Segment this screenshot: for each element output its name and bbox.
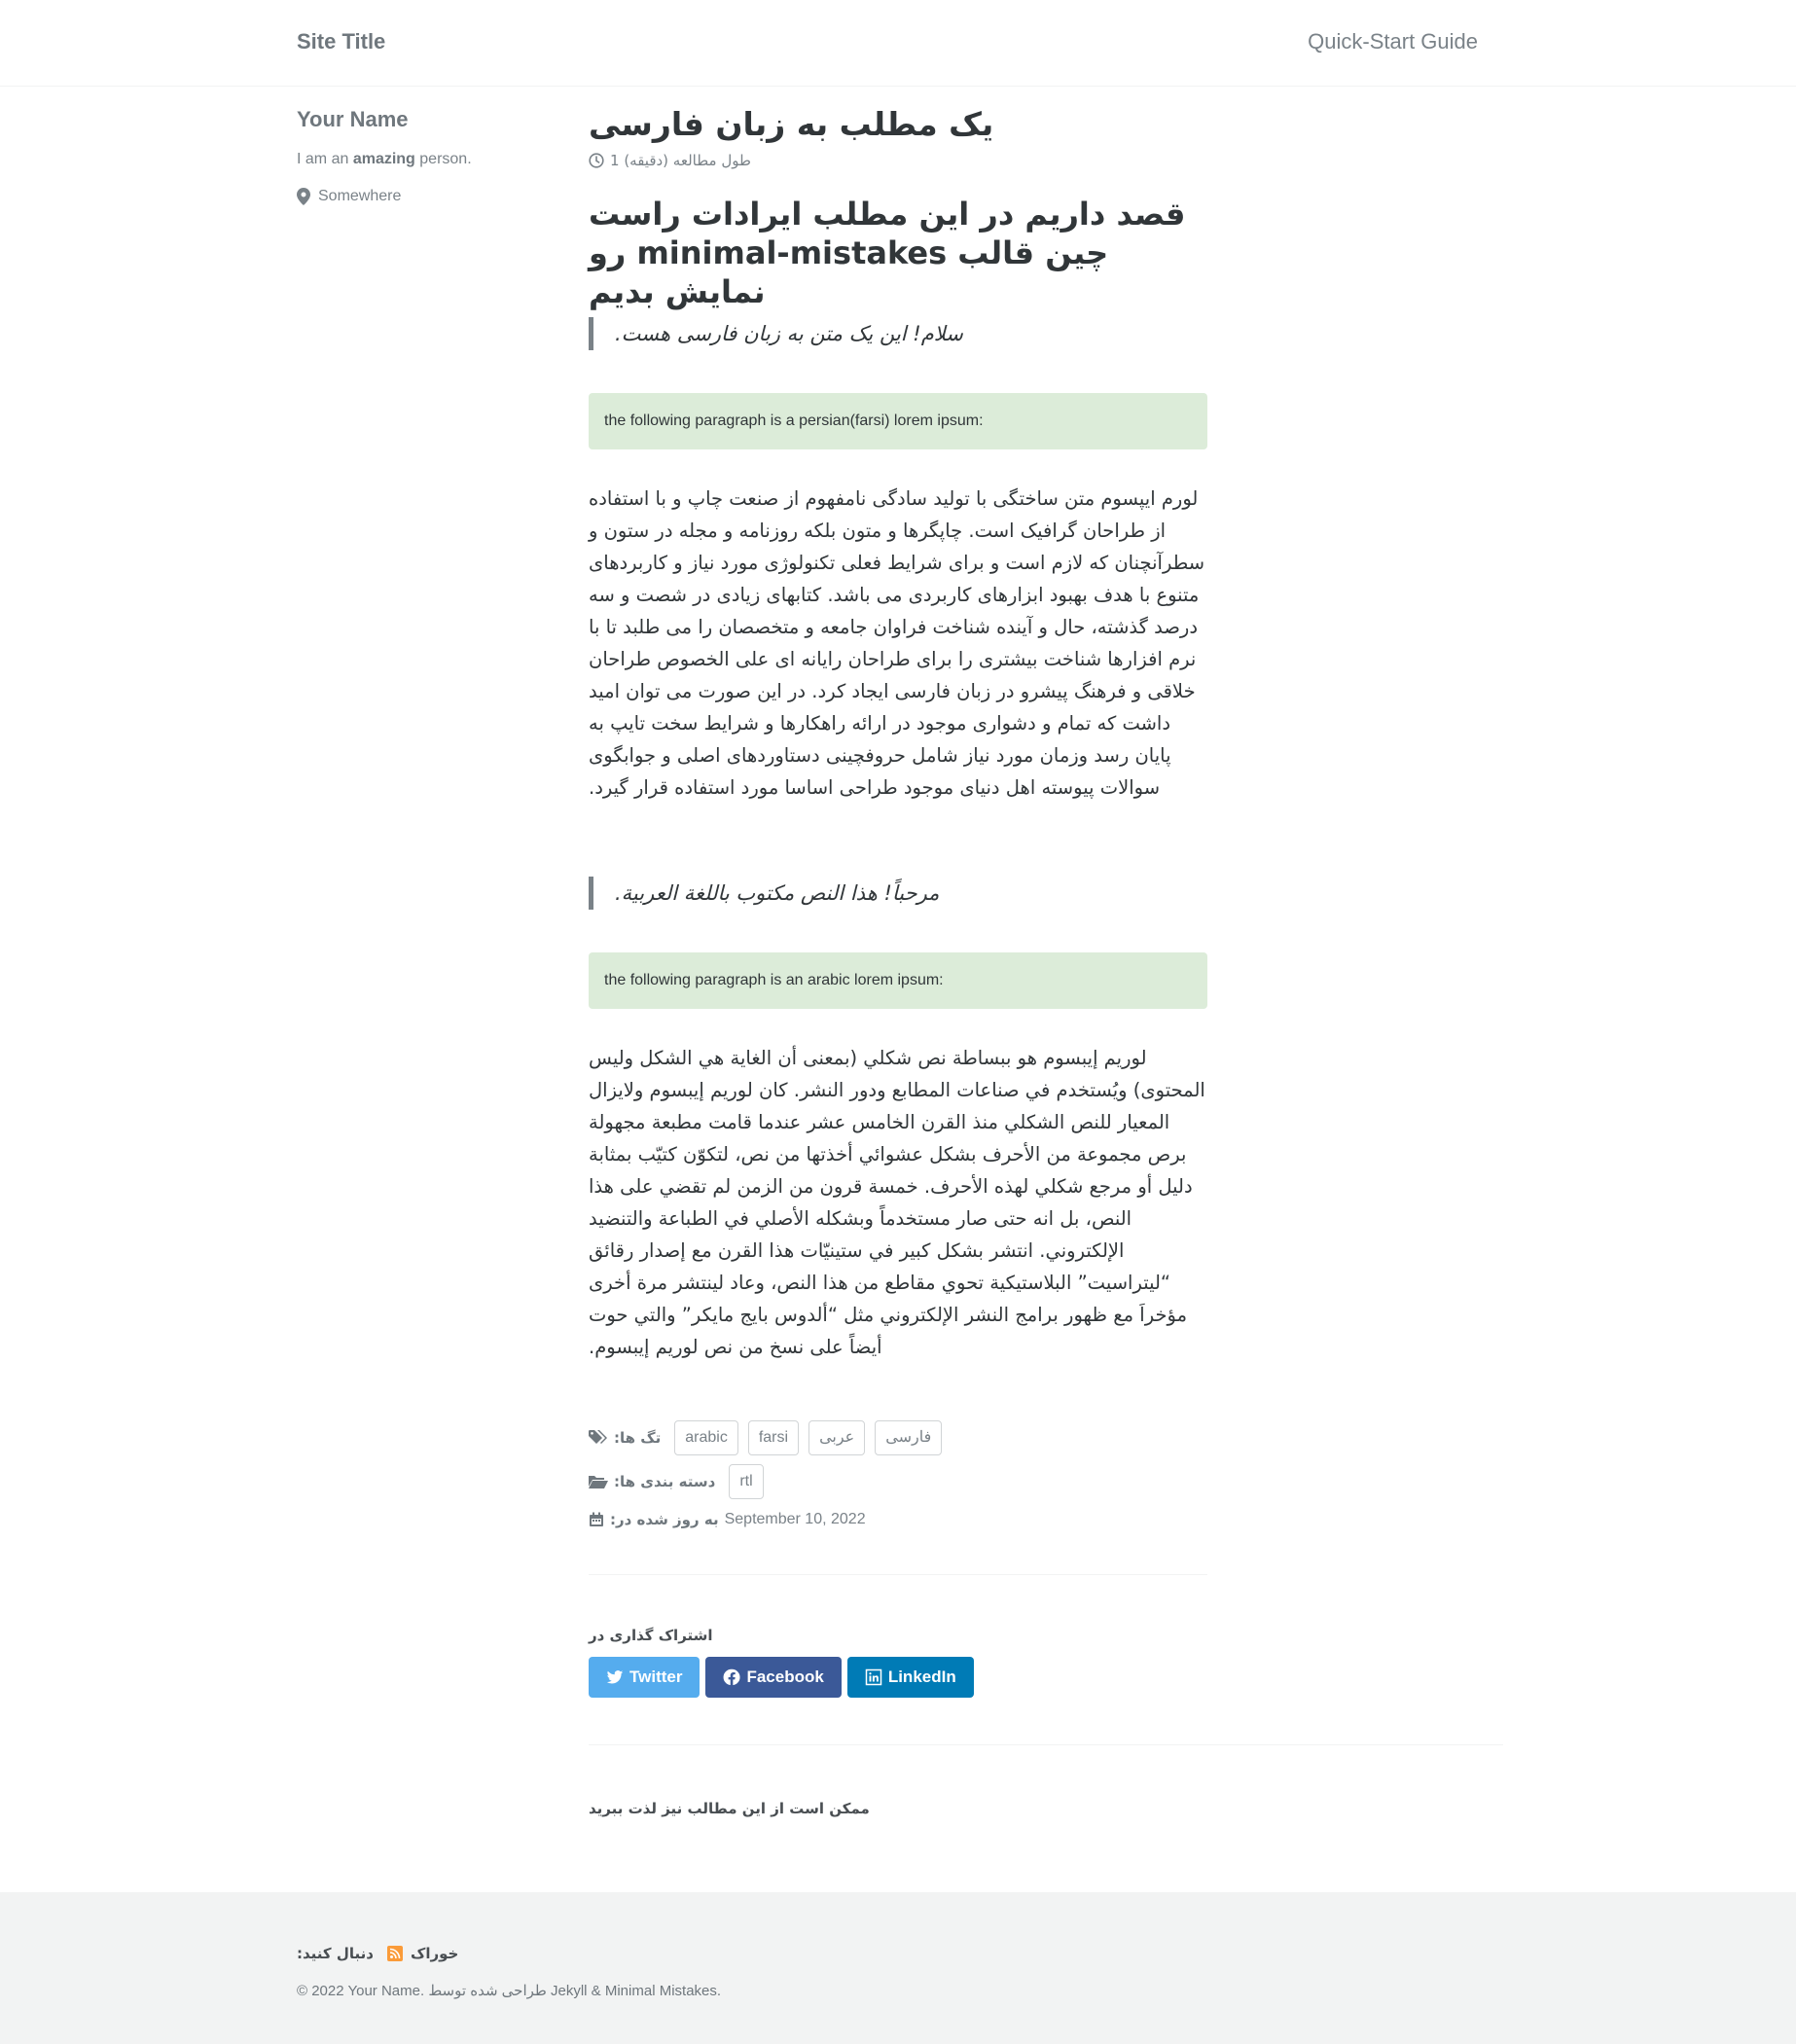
share-twitter-label: Twitter xyxy=(629,1667,683,1686)
author-location xyxy=(297,188,559,205)
author-bio-prefix: I am an xyxy=(297,151,349,167)
share-linkedin-button[interactable] xyxy=(847,1657,974,1698)
quote-arabic-text: مرحباً! هذا النص مكتوب باللغة العربية. xyxy=(615,881,940,905)
author-bio-suffix: person. xyxy=(419,151,472,167)
related-posts-title: ممکن است از این مطالب نیز لذت ببرید xyxy=(589,1800,870,1817)
twitter-icon xyxy=(606,1668,624,1686)
notice-arabic: the following paragraph is an arabic lorem ipsum: xyxy=(589,952,1207,1009)
content-divider xyxy=(589,1574,1207,1575)
author-location-text: Somewhere xyxy=(318,188,402,204)
footer xyxy=(0,1892,1796,2044)
quote-farsi xyxy=(589,317,1207,350)
author-bio-bold: amazing xyxy=(352,151,415,167)
tag-farsi[interactable]: farsi xyxy=(748,1420,799,1455)
masthead xyxy=(0,0,1796,87)
author-name: Your Name xyxy=(297,107,409,131)
read-time xyxy=(589,152,751,169)
tag-farsi-persian[interactable]: فارسی xyxy=(875,1420,942,1455)
page-title: یک مطلب به زبان فارسی xyxy=(589,105,994,143)
folder-open-icon xyxy=(589,1473,608,1490)
updated-label-text: به روز شده در: xyxy=(610,1511,719,1528)
calendar-icon xyxy=(589,1512,604,1527)
author-bio xyxy=(297,151,559,168)
tags-label-text: تگ ها: xyxy=(614,1429,662,1447)
paragraph-farsi: لورم ایپسوم متن ساختگی با تولید سادگی نامفهوم از صنعت چاپ و با استفاده از طراحان گرافیک است. چاپگرها و متون بلکه روزنامه و مجله در ستون و سطرآنچنان که لازم است و برای شرایط فعلی تکنولوژی مورد نیاز و کاربردهای متنوع با هدف بهبود ابزارهای کاربردی می باشد. کتابهای زیادی در شصت و سه درصد گذشته، حال و آینده شناخت فراوان جامعه و متخصصان را می طلبد تا با نرم افزارها شناخت بیشتری را برای طراحان رایانه ای علی الخصوص طراحان خلاقی و فرهنگ پیشرو در زبان فارسی ایجاد کرد. در این صورت می توان امید داشت که تمام و دشواری موجود در ارائه راهکارها و شرایط سخت تایپ به پایان رسد وزمان مورد نیاز شامل حروفچینی دستاوردهای اصلی و جوابگوی سوالات پیوسته اهل دنیای موجود طراحی اساسا مورد استفاده قرار گیرد. xyxy=(589,487,1205,799)
tag-arabic[interactable]: arabic xyxy=(674,1420,738,1455)
tag-arabi[interactable]: عربی xyxy=(808,1420,865,1455)
share-facebook-button[interactable] xyxy=(705,1657,841,1698)
follow-label: دنبال کنید: xyxy=(297,1945,374,1962)
rss-icon xyxy=(387,1946,403,1961)
clock-icon xyxy=(589,153,604,168)
updated-row xyxy=(589,1511,866,1528)
map-marker-icon xyxy=(297,188,310,205)
tags-label xyxy=(589,1429,661,1447)
share-linkedin-label: LinkedIn xyxy=(887,1667,956,1686)
share-title: اشتراک گذاری در xyxy=(589,1627,713,1644)
tags-row xyxy=(589,1420,952,1455)
feed-label: خوراک xyxy=(410,1945,459,1962)
author-sidebar xyxy=(297,107,559,205)
quote-farsi-text: سلام! این یک متن به زبان فارسی هست. xyxy=(615,322,963,345)
read-time-text: طول مطالعه (دقیقه) 1 xyxy=(610,152,751,169)
category-rtl[interactable]: rtl xyxy=(729,1464,763,1499)
categories-label-text: دسته بندی ها: xyxy=(614,1473,716,1490)
updated-label xyxy=(589,1511,719,1528)
share-facebook-label: Facebook xyxy=(746,1667,824,1686)
categories-row xyxy=(589,1464,773,1499)
paragraph-arabic: لوريم إيبسوم هو ببساطة نص شكلي (بمعنى أن الغاية هي الشكل وليس المحتوى) ويُستخدم في صناعات المطابع ودور النشر. كان لوريم إيبسوم ولايزال المعيار للنص الشكلي منذ القرن الخامس عشر عندما قامت مطبعة مجهولة برص مجموعة من الأحرف بشكل عشوائي أخذتها من نص، لتكوّن كتيّب بمثابة دليل أو مرجع شكلي لهذه الأحرف. خمسة قرون من الزمن لم تقضي على هذا النص، بل انه حتى صار مستخدماً وبشكله الأصلي في الطباعة والتنضيد الإلكتروني. انتشر بشكل كبير في ستينيّات هذا القرن مع إصدار رقائق “ليتراسيت” البلاستيكية تحوي مقاطع من هذا النص، وعاد لينتشر مرة أخرى مؤخراَ مع ظهور برامج النشر الإلكتروني مثل “ألدوس بايج مايكر” والتي حوت أيضاً على نسخ من نص لوريم إيبسوم. xyxy=(589,1047,1205,1358)
categories-label xyxy=(589,1473,715,1490)
copyright: © 2022 Your Name. طراحی شده توسط Jekyll & Minimal Mistakes. xyxy=(297,1983,722,1999)
site-title-link[interactable]: Site Title xyxy=(297,29,386,54)
quote-arabic xyxy=(589,877,1207,910)
linkedin-icon xyxy=(865,1668,882,1686)
updated-date: September 10, 2022 xyxy=(724,1511,866,1527)
nav-quick-start-guide[interactable]: Quick-Start Guide xyxy=(1308,29,1478,54)
related-divider xyxy=(589,1744,1503,1745)
tags-icon xyxy=(589,1429,608,1447)
share-twitter-button[interactable] xyxy=(589,1657,700,1698)
notice-farsi: the following paragraph is a persian(farsi) lorem ipsum: xyxy=(589,393,1207,449)
post-heading: قصد داریم در این مطلب ایرادات راست چین قالب minimal-mistakes رو نمایش بدیم xyxy=(589,196,1186,310)
feed-link[interactable] xyxy=(387,1945,458,1962)
facebook-icon xyxy=(723,1668,740,1686)
share-buttons xyxy=(589,1657,974,1698)
footer-follow xyxy=(297,1945,458,1962)
